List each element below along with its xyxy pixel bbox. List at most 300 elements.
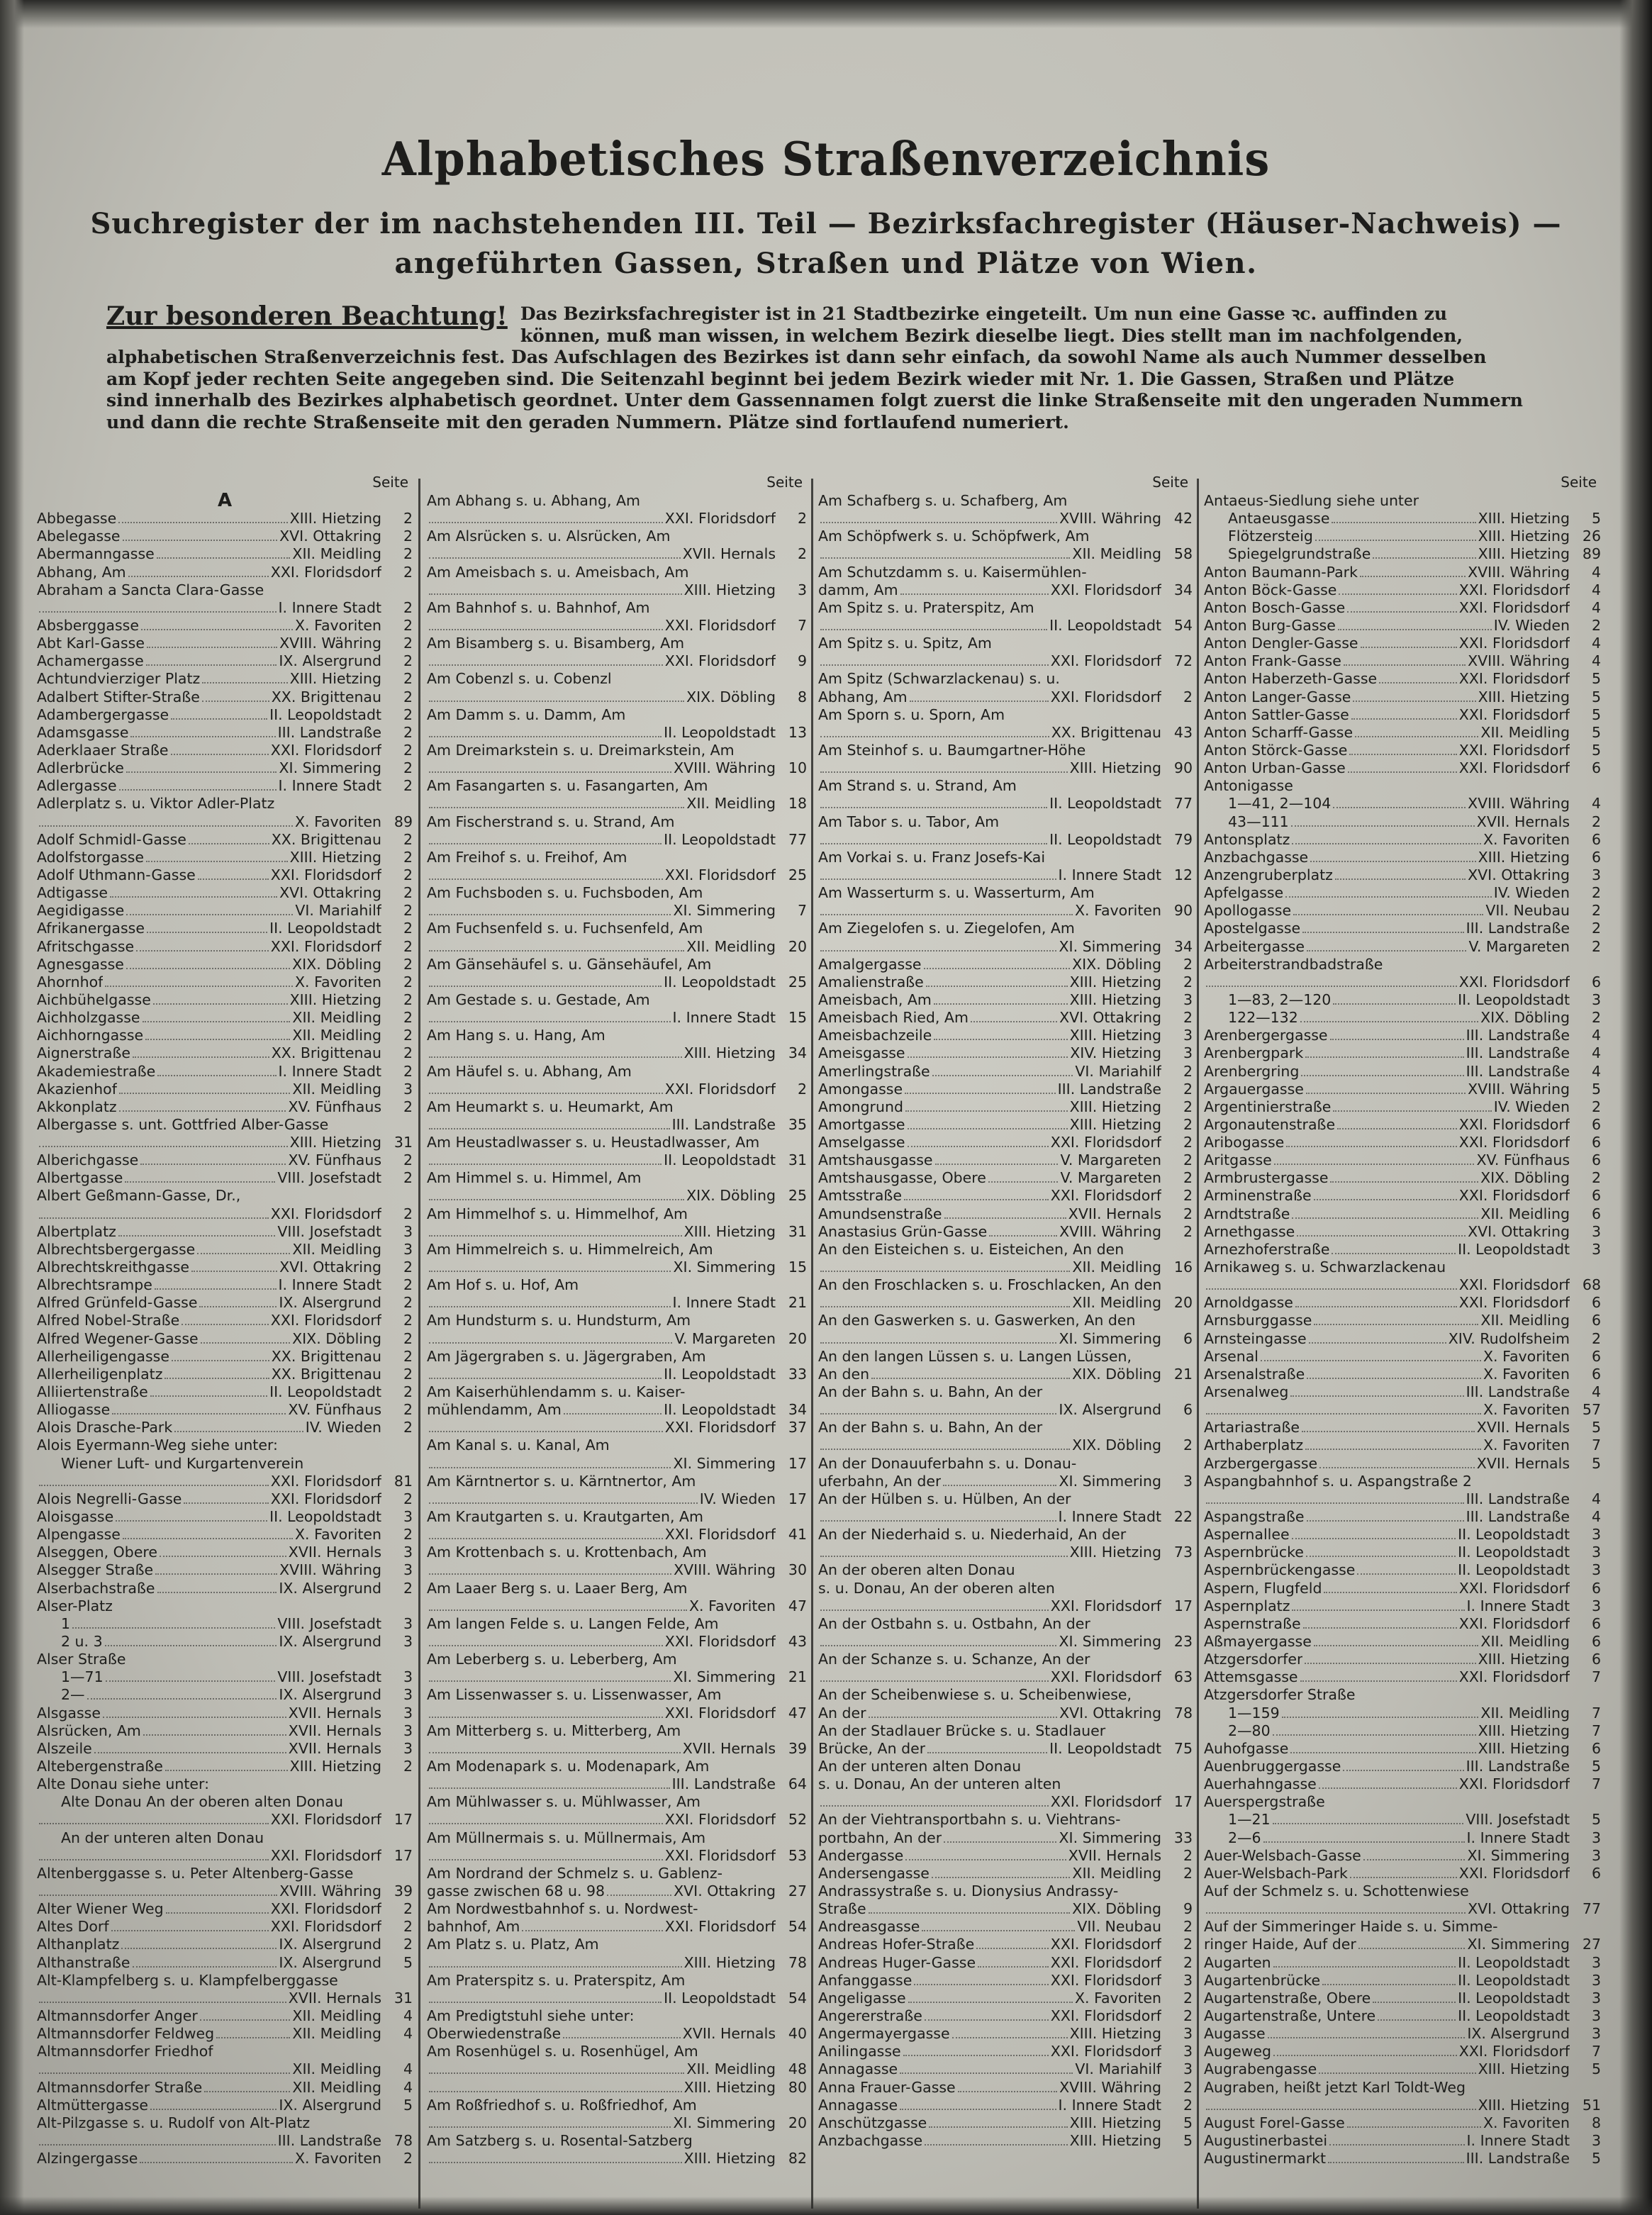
entry-page: 3 (1183, 1044, 1193, 1062)
index-entry (1204, 706, 1601, 724)
entry-name: Am Bisamberg s. u. Bisamberg, Am (427, 635, 685, 652)
index-entry (427, 492, 807, 510)
entry-district: II. Leopoldstadt (664, 1989, 776, 2007)
entry-district: XII. Meidling (686, 937, 776, 955)
index-entry (427, 795, 807, 813)
entry-page: 3 (1591, 1544, 1601, 1561)
index-entry (818, 706, 1193, 724)
leader-dots (1333, 991, 1456, 1005)
entry-page: 6 (1591, 1651, 1601, 1668)
leader-dots (926, 973, 1068, 987)
entry-page: 3 (1591, 1846, 1601, 1864)
entry-name: Amongasse (818, 1080, 903, 1098)
entry-name: Auer-Welsbach-Park (1204, 1864, 1348, 1882)
entry-name: Abhang, Am (37, 563, 126, 581)
entry-name: Am Spitz s. u. Spitz, Am (818, 635, 992, 652)
leader-dots (429, 2079, 682, 2092)
entry-name: Arnoldgasse (1204, 1294, 1293, 1312)
entry-name: 1—159 (1228, 1704, 1280, 1722)
leader-dots (429, 1294, 671, 1307)
index-entry (1204, 1918, 1601, 1936)
entry-district: XIX. Döbling (1072, 1365, 1161, 1383)
entry-page: 2 (1183, 2007, 1193, 2024)
entry-name: Alt-Klampfelberg s. u. Klampfelberggasse (37, 1971, 338, 1989)
index-entry (37, 688, 413, 706)
entry-name: Akademiestraße (37, 1062, 156, 1080)
entry-district: IV. Wieden (305, 1419, 381, 1436)
leader-dots (150, 1383, 267, 1397)
leader-dots (147, 920, 267, 933)
entry-district: XIII. Hietzing (683, 581, 776, 598)
entry-district: XXI. Floridsdorf (664, 1633, 776, 1650)
entry-district: II. Leopoldstadt (664, 830, 776, 848)
entry-page: 2 (403, 902, 413, 920)
entry-page: 2 (1591, 813, 1601, 830)
leader-dots (429, 1116, 670, 1129)
entry-page: 3 (1183, 1971, 1193, 1989)
index-entry (818, 1490, 1193, 1508)
entry-page: 2 (403, 1918, 413, 1936)
entry-page: 2 (1591, 884, 1601, 902)
leader-dots (140, 2150, 293, 2163)
leader-dots (1301, 1063, 1463, 1076)
index-entry (427, 635, 807, 652)
leader-dots (820, 510, 1057, 523)
entry-name: Am Satzberg s. u. Rosental-Satzberg (427, 2131, 693, 2149)
entry-district: II. Leopoldstadt (1458, 991, 1570, 1008)
entry-district: XIII. Hietzing (683, 1044, 776, 1062)
leader-dots (429, 581, 682, 595)
entry-district: XXI. Floridsdorf (1458, 581, 1570, 598)
entry-district: XXI. Floridsdorf (270, 1490, 381, 1507)
leader-dots (145, 1027, 290, 1040)
index-entry (427, 1241, 807, 1259)
entry-page: 25 (788, 973, 807, 991)
leader-dots (429, 688, 684, 702)
entry-name: Am Hundsturm s. u. Hundsturm, Am (427, 1312, 691, 1329)
index-entry (37, 1027, 413, 1044)
entry-name: Altmannsdorfer Friedhof (37, 2043, 213, 2060)
entry-page: 2 (797, 510, 807, 528)
leader-dots (216, 2025, 290, 2038)
entry-page: 5 (1183, 2114, 1193, 2131)
leader-dots (910, 688, 1049, 702)
entry-name: Alszeile (37, 1739, 92, 1757)
entry-district: IV. Wieden (1493, 884, 1570, 902)
index-entry (1204, 1651, 1601, 1668)
entry-district: III. Landstraße (277, 2131, 381, 2149)
leader-dots (429, 1419, 663, 1432)
leader-dots (1353, 688, 1475, 702)
leader-dots (1379, 670, 1457, 684)
leader-dots (1282, 1705, 1479, 1718)
leader-dots (119, 1081, 291, 1094)
index-entry (1204, 564, 1601, 581)
entry-name: Anzbachgasse (1204, 848, 1309, 866)
leader-dots (429, 1366, 662, 1379)
index-entry (818, 1722, 1193, 1740)
index-entry (427, 1526, 807, 1544)
entry-page: 2 (403, 1900, 413, 1918)
index-entry (37, 581, 413, 599)
entry-name: Anton Sattler-Gasse (1204, 705, 1349, 723)
index-entry (427, 1847, 807, 1865)
leader-dots (429, 1847, 663, 1860)
index-entry (818, 510, 1193, 528)
index-entry (818, 2060, 1193, 2078)
entry-name: damm, Am (818, 581, 898, 598)
index-entry (427, 1936, 807, 1953)
index-entry (427, 1722, 807, 1740)
entry-page: 5 (1591, 1757, 1601, 1775)
entry-page: 53 (788, 1846, 807, 1864)
entry-page: 90 (1173, 902, 1193, 920)
entry-page: 42 (1173, 510, 1193, 528)
entry-page: 31 (788, 1151, 807, 1169)
leader-dots (1319, 1775, 1457, 1789)
entry-page: 7 (1591, 1668, 1601, 1686)
index-entry (1204, 1044, 1601, 1062)
entry-name: Alte Donau An der oberen alten Donau (61, 1793, 343, 1811)
entry-district: XX. Brigittenau (271, 1044, 381, 1062)
leader-dots (1333, 795, 1466, 808)
index-entry (1204, 1561, 1601, 1579)
entry-district: I. Innere Stadt (1466, 1829, 1570, 1846)
leader-dots (869, 1900, 1071, 1914)
leader-dots (903, 2043, 1049, 2056)
entry-name: Afrikanergasse (37, 920, 145, 937)
leader-dots (820, 617, 1047, 630)
entry-district: III. Landstraße (1466, 2150, 1570, 2167)
entry-district: XV. Fünfhaus (288, 1401, 381, 1419)
entry-district: XVIII. Währing (1059, 510, 1161, 528)
entry-page: 35 (788, 1115, 807, 1133)
entry-name: Absberggasse (37, 616, 139, 634)
entry-name: Anton Störck-Gasse (1204, 741, 1348, 759)
entry-name: Adalbert Stifter-Straße (37, 688, 200, 705)
entry-district: X. Favoriten (1483, 1436, 1570, 1454)
entry-district: XXI. Floridsdorf (270, 1205, 381, 1222)
entry-page: 5 (1591, 1811, 1601, 1829)
entry-page: 6 (1591, 1864, 1601, 1882)
entry-page: 2 (797, 545, 807, 563)
entry-page: 2 (1183, 1169, 1193, 1187)
leader-dots (900, 581, 1049, 595)
index-entry (427, 2007, 807, 2025)
entry-district: XIX. Döbling (686, 688, 776, 705)
entry-name: An der Hülben s. u. Hülben, An der (818, 1490, 1071, 1507)
entry-name: Anton Böck-Gasse (1204, 581, 1337, 598)
index-entry (1204, 1473, 1601, 1490)
leader-dots (105, 973, 293, 987)
entry-district: XXI. Floridsdorf (664, 1080, 776, 1098)
entry-page: 40 (788, 2025, 807, 2043)
entry-name: An der Stadlauer Brücke s. u. Stadlauer (818, 1722, 1106, 1739)
entry-page: 3 (403, 1722, 413, 1739)
entry-district: XXI. Floridsdorf (664, 616, 776, 634)
entry-district: IV. Wieden (1493, 616, 1570, 634)
entry-district: XVII. Hernals (682, 545, 776, 563)
entry-district: XII. Meidling (292, 1240, 381, 1258)
entry-district: XXI. Floridsdorf (1458, 1115, 1570, 1133)
leader-dots (1302, 920, 1463, 933)
leader-dots (1286, 1134, 1457, 1147)
index-entry (37, 2060, 413, 2078)
entry-page: 2 (403, 1936, 413, 1953)
index-entry (1204, 1455, 1601, 1473)
entry-name: Andersengasse (818, 1864, 930, 1882)
entry-name: Am Rosenhügel s. u. Rosenhügel, Am (427, 2043, 698, 2060)
entry-name: Anzbachgasse (818, 2131, 923, 2149)
index-entry (818, 492, 1193, 510)
entry-district: XXI. Floridsdorf (1050, 1793, 1161, 1811)
entry-name: Am Nordrand der Schmelz s. u. Gablenz- (427, 1864, 723, 1882)
entry-page: 2 (1183, 1151, 1193, 1169)
index-entry (1204, 1259, 1601, 1276)
entry-name: 1—21 (1228, 1811, 1271, 1829)
index-entry (818, 1063, 1193, 1081)
index-entry (1204, 1847, 1601, 1865)
index-entry (1204, 1294, 1601, 1312)
entry-district: XVIII. Währing (674, 759, 776, 777)
entry-page: 3 (403, 1704, 413, 1722)
entry-district: II. Leopoldstadt (1458, 1971, 1570, 1989)
index-entry (1204, 1366, 1601, 1383)
index-entry (818, 1294, 1193, 1312)
index-entry (37, 1597, 413, 1615)
index-entry (427, 1027, 807, 1044)
entry-page: 2 (403, 688, 413, 705)
entry-district: II. Leopoldstadt (269, 920, 381, 937)
leader-dots (1347, 599, 1457, 613)
entry-district: XXI. Floridsdorf (270, 1472, 381, 1490)
entry-page: 5 (1591, 1419, 1601, 1436)
entry-district: XXI. Floridsdorf (1458, 1864, 1570, 1882)
leader-dots (160, 1544, 286, 1557)
leader-dots (1273, 1811, 1464, 1824)
entry-district: XXI. Floridsdorf (664, 1811, 776, 1829)
entry-district: VIII. Josefstadt (277, 1614, 381, 1632)
leader-dots (39, 1473, 269, 1486)
entry-page: 2 (1591, 937, 1601, 955)
entry-district: XXI. Floridsdorf (270, 866, 381, 883)
entry-name: mühlendamm, Am (427, 1401, 562, 1419)
index-entry (1204, 1526, 1601, 1544)
entry-district: XVIII. Währing (1059, 1222, 1161, 1240)
leader-dots (202, 670, 287, 684)
index-entry (427, 1276, 807, 1294)
entry-district: XXI. Floridsdorf (1458, 1134, 1570, 1151)
entry-page: 6 (1591, 1115, 1601, 1133)
entry-name: Am langen Felde s. u. Langen Felde, Am (427, 1614, 719, 1632)
leader-dots (126, 902, 293, 915)
entry-name: An der Bahn s. u. Bahn, An der (818, 1419, 1043, 1436)
entry-page: 2 (1183, 973, 1193, 991)
entry-page: 4 (1591, 581, 1601, 598)
entry-page: 2 (403, 991, 413, 1008)
entry-district: XI. Simmering (673, 2114, 776, 2131)
entry-page: 73 (1173, 1544, 1193, 1561)
entry-page: 9 (797, 652, 807, 670)
entry-name: 1—41, 2—104 (1228, 795, 1332, 813)
leader-dots (204, 2079, 290, 2092)
entry-district: XVIII. Währing (1468, 652, 1570, 670)
index-entry (818, 652, 1193, 670)
entry-name: Am Schafberg s. u. Schafberg, Am (818, 492, 1068, 509)
entry-district: XXI. Floridsdorf (1458, 705, 1570, 723)
entry-page: 39 (788, 1739, 807, 1757)
entry-page: 3 (1591, 1829, 1601, 1846)
entry-page: 82 (788, 2150, 807, 2167)
leader-dots (1349, 742, 1456, 755)
entry-name: Arthaberplatz (1204, 1436, 1304, 1454)
index-entry (818, 1775, 1193, 1793)
entry-name: Anzengruberplatz (1204, 866, 1333, 883)
index-entry (818, 1169, 1193, 1187)
index-entry (1204, 2060, 1601, 2078)
leader-dots (164, 1366, 269, 1379)
entry-district: XXI. Floridsdorf (1050, 1187, 1161, 1205)
entry-name: Am Spitz s. u. Praterspitz, Am (818, 598, 1034, 616)
entry-district: XXI. Floridsdorf (270, 937, 381, 955)
index-entry (427, 1259, 807, 1276)
index-entry (427, 1312, 807, 1329)
entry-district: XIII. Hietzing (1069, 1115, 1161, 1133)
leader-dots (1206, 973, 1457, 987)
leader-dots (564, 1401, 662, 1415)
entry-name: Alois Negrelli-Gasse (37, 1490, 182, 1507)
entry-district: XXI. Floridsdorf (270, 563, 381, 581)
entry-name: Am Fuchsboden s. u. Fuchsboden, Am (427, 884, 703, 902)
entry-name: Am Mühlwasser s. u. Mühlwasser, Am (427, 1793, 701, 1811)
entry-name: An der Niederhaid s. u. Niederhaid, An der (818, 1526, 1127, 1544)
entry-page: 2 (403, 830, 413, 848)
entry-page: 6 (1183, 1401, 1193, 1419)
entry-name: An der (818, 1704, 866, 1722)
entry-district: XXI. Floridsdorf (1050, 688, 1161, 705)
leader-dots (429, 1259, 671, 1272)
entry-name: Am Alsrücken s. u. Alsrücken, Am (427, 528, 671, 545)
index-entry (427, 1223, 807, 1241)
entry-name: Aderklaaer Straße (37, 741, 169, 759)
index-entry (818, 545, 1193, 563)
entry-name: Am Kaiserhühlendamm s. u. Kaiser- (427, 1383, 686, 1401)
leader-dots (429, 759, 671, 773)
index-entry (1204, 545, 1601, 563)
entry-page: 2 (403, 545, 413, 563)
entry-name: Am Cobenzl s. u. Cobenzl (427, 670, 612, 688)
entry-page: 2 (1183, 1864, 1193, 1882)
entry-district: XXI. Floridsdorf (1458, 1668, 1570, 1686)
leader-dots (908, 1044, 1068, 1058)
entry-page: 3 (403, 1222, 413, 1240)
entry-name: 2—6 (1228, 1829, 1261, 1846)
entry-name: Albert Geßmann-Gasse, Dr., (37, 1187, 241, 1205)
entry-district: XXI. Floridsdorf (1458, 1614, 1570, 1632)
entry-page: 3 (1591, 2131, 1601, 2149)
entry-district: XI. Simmering (1059, 1829, 1161, 1846)
scan-shadow-left (0, 0, 24, 2215)
entry-page: 2 (1183, 1080, 1193, 1098)
entry-name: Andergasse (818, 1846, 904, 1864)
entry-district: IX. Alsergrund (1059, 1401, 1161, 1419)
index-entry (427, 902, 807, 920)
index-entry (1204, 1187, 1601, 1205)
entry-district: XII. Meidling (292, 2025, 381, 2043)
index-entry (427, 1169, 807, 1187)
entry-district: III. Landstraße (1466, 1490, 1570, 1507)
leader-dots (820, 902, 1073, 915)
entry-page: 77 (1173, 795, 1193, 813)
index-entry (1204, 759, 1601, 777)
entry-district: XII. Meidling (1072, 1259, 1161, 1276)
leader-dots (1273, 2043, 1457, 2056)
entry-name: Aloisgasse (37, 1508, 114, 1526)
index-entry (427, 1740, 807, 1758)
index-entry (818, 617, 1193, 635)
index-entry (818, 866, 1193, 884)
index-entry (818, 1651, 1193, 1668)
entry-district: X. Favoriten (1483, 1401, 1570, 1419)
index-entry (1204, 1116, 1601, 1134)
index-entry (37, 2114, 413, 2132)
leader-dots (429, 1705, 663, 1718)
entry-page: 3 (1183, 2060, 1193, 2078)
index-entry (818, 1758, 1193, 1775)
leader-dots (1292, 1526, 1456, 1539)
index-entry (37, 1793, 413, 1811)
notice-line: sind innerhalb des Bezirkes alphabetisch geordnet. Unter dem Gassennamen folgt zuerst die linke Straßenseite mit den ungeraden Nummern (106, 390, 1523, 411)
index-entry (818, 724, 1193, 742)
index-entry (818, 1508, 1193, 1526)
index-entry (818, 1473, 1193, 1490)
leader-dots (925, 2132, 1067, 2146)
entry-name: Alfred Grünfeld-Gasse (37, 1294, 198, 1312)
index-entry (37, 1383, 413, 1401)
leader-dots (39, 1847, 269, 1860)
entry-page: 5 (403, 1953, 413, 1971)
index-entry (1204, 1990, 1601, 2007)
index-entry (1204, 1829, 1601, 1847)
index-entry (1204, 635, 1601, 652)
index-entry (427, 688, 807, 706)
entry-district: XII. Meidling (292, 2007, 381, 2024)
entry-district: XVII. Hernals (1068, 1846, 1161, 1864)
notice-line: können, muß man wissen, in welchem Bezirk dieselbe liegt. Dies stellt man im nachfolgenden, (520, 325, 1463, 346)
entry-page: 3 (1591, 1561, 1601, 1579)
leader-dots (429, 617, 663, 630)
entry-name: Ameisbach Ried, Am (818, 1009, 969, 1027)
entry-district: III. Landstraße (1057, 1080, 1161, 1098)
leader-dots (1300, 1009, 1478, 1022)
entry-page: 6 (1591, 973, 1601, 991)
index-entry (818, 1009, 1193, 1027)
index-entry (818, 742, 1193, 759)
index-entry (818, 1686, 1193, 1704)
entry-district: XIII. Hietzing (1069, 1027, 1161, 1044)
entry-district: II. Leopoldstadt (269, 1383, 381, 1401)
entry-name: Amerlingstraße (818, 1062, 930, 1080)
entry-name: Arnethgasse (1204, 1222, 1295, 1240)
index-entry (427, 1829, 807, 1847)
index-entry (427, 2097, 807, 2114)
entry-district: XVI. Ottakring (1059, 1704, 1161, 1722)
leader-dots (429, 1044, 682, 1058)
leader-dots (1358, 1936, 1466, 1949)
leader-dots (199, 1294, 277, 1307)
index-entry (427, 652, 807, 670)
leader-dots (820, 1259, 1070, 1272)
